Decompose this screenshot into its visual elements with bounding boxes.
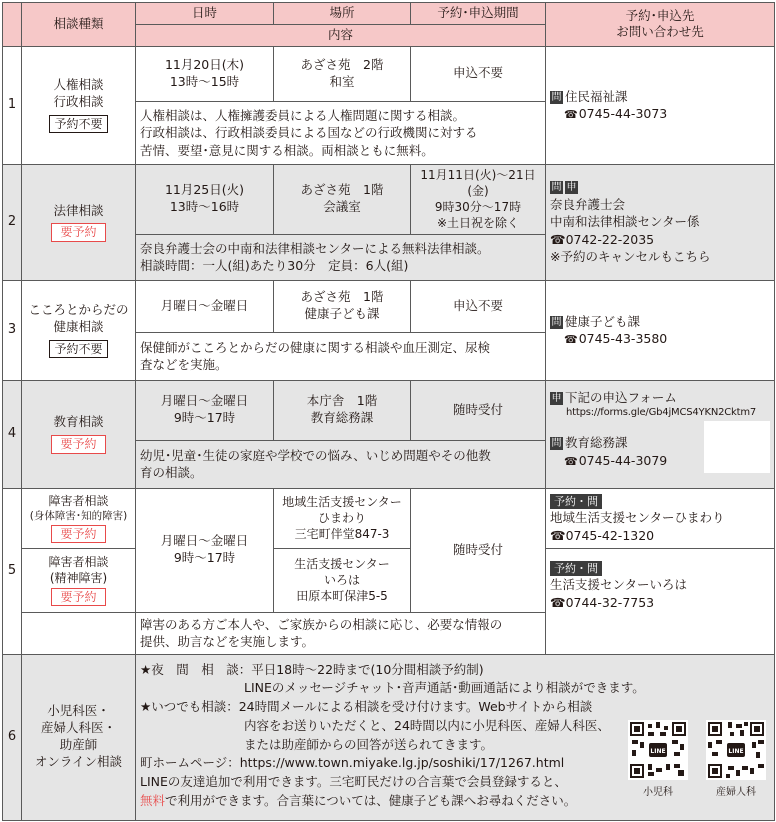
line-logo-text: LINE [650, 748, 666, 755]
row-number: 4 [3, 380, 22, 488]
obstetrics-qr-code-icon[interactable] [706, 720, 766, 780]
spacer [22, 612, 136, 654]
contact-label: 予約・問 [550, 561, 602, 576]
apply-icon: 申 [551, 392, 562, 404]
header-category: 相談種類 [22, 3, 136, 47]
place-cell: 本庁舎 1階 教育総務課 [274, 380, 411, 440]
header-datetime: 日時 [136, 3, 274, 25]
phone-icon: ☎ [550, 594, 566, 610]
status-badge: 要予約 [51, 588, 105, 606]
inquiry-icon: 問 [551, 438, 562, 449]
pediatrics-qr-code-icon[interactable] [628, 720, 688, 780]
homepage-link[interactable]: 町ホームページ：https://www.town.miyake.lg.jp/soshiki/17/1267.html [140, 755, 565, 771]
status-badge: 要予約 [51, 435, 105, 453]
contact-cell: 申 下記の申込フォーム https://forms.gle/Gb4jMCS4YKN2Cktm7 問 教育総務課 ☎0745-44-3079 [546, 380, 775, 488]
header-place: 場所 [274, 3, 411, 25]
content-cell: 幼児･児童･生徒の家庭や学校での悩み、いじめ問題やその他教 育の相談。 [136, 440, 546, 488]
period-cell: 11月11日(火)～21日(金) 9時30分～17時 ※土日祝を除く [411, 164, 546, 234]
header-blank [3, 3, 22, 47]
place-cell: あざさ苑 2階 和室 [274, 46, 411, 101]
contact-cell: 問 住民福祉課 ☎0745-44-3073 [546, 46, 775, 164]
place-cell: あざさ苑 1階 会議室 [274, 164, 411, 234]
inquiry-icon: 問 [551, 91, 562, 103]
header-period: 予約･申込期間 [411, 3, 546, 25]
status-badge: 要予約 [51, 223, 105, 241]
content-cell: 保健師がこころとからだの健康に関する相談や血圧測定、尿検 査などを実施。 [136, 332, 546, 380]
contact-cell: 予約・問 地域生活支援センターひまわり ☎0745-42-1320 [546, 488, 775, 548]
table-row [3, 164, 775, 234]
category-cell: 教育相談 要予約 [22, 380, 136, 488]
phone-icon: ☎ [564, 108, 578, 122]
datetime-cell: 月曜日～金曜日 9時～17時 [136, 488, 274, 612]
category-cell: こころとからだの 健康相談 予約不要 [22, 280, 136, 380]
apply-icon: 申 [566, 182, 577, 194]
consultation-table [2, 2, 775, 821]
inquiry-icon: 問 [551, 316, 562, 328]
place-cell: 生活支援センター いろは 田原本町保津5-5 [274, 548, 411, 612]
content-cell: 奈良弁護士会の中南和法律相談センターによる無料法律相談。 相談時間：一人(組)あたり30分 定員：6人(組) [136, 234, 546, 280]
contact-cell: 問 健康子ども課 ☎0745-43-3580 [546, 280, 775, 380]
phone-icon: ☎ [550, 231, 566, 247]
period-cell: 随時受付 [411, 380, 546, 440]
period-cell: 申込不要 [411, 280, 546, 332]
category-cell: 法律相談 要予約 [22, 164, 136, 280]
status-badge: 予約不要 [49, 115, 107, 133]
inquiry-icon: 問 [551, 182, 562, 194]
contact-label: 予約・問 [550, 494, 602, 509]
blank-area [704, 421, 770, 473]
category-cell: 障害者相談 (精神障害) 要予約 [22, 548, 136, 612]
form-link[interactable]: https://forms.gle/Gb4jMCS4YKN2Cktm7 [566, 407, 757, 418]
row-number: 3 [3, 280, 22, 380]
table-row [3, 380, 775, 440]
datetime-cell: 11月20日(木) 13時～15時 [136, 46, 274, 101]
online-consultation-content: ★夜 間 相 談：平日18時～22時まで(10分間相談予約制) LINEのメッセージチャット･音声通話･動画通話により相談ができます。 ★いつでも相談：24時間メールによる相談を受け付けます。Webサイトから相談 内容をお送りいただくと、24時間以内に小児科医、産婦人科医、 または助産師からの回答が送られてきます。 町ホームページ：https://www.town.miyake.lg.jp/soshiki/17/1267.html LINEの友達追加で利用できます。三宅町民だけの合言葉で会員登録すると、 無料で利用ができます。合言葉については、健康子ども課へお尋ねください。 [136, 654, 775, 820]
datetime-cell: 月曜日～金曜日 9時～17時 [136, 380, 274, 440]
qr-label-obstetrics: 産婦人科 [716, 787, 756, 798]
row-number: 1 [3, 46, 22, 164]
category-cell: 小児科医・ 産婦人科医・ 助産師 オンライン相談 [22, 654, 136, 820]
qr-label-pediatrics: 小児科 [643, 787, 673, 798]
status-badge: 要予約 [51, 525, 105, 543]
header-contact: 予約･申込先 お問い合わせ先 [546, 3, 775, 47]
row-number: 6 [3, 654, 22, 820]
free-highlight: 無料 [140, 792, 166, 808]
table-row [3, 46, 775, 101]
line-logo-text: LINE [728, 748, 744, 755]
content-cell: 障害のある方ご本人や、ご家族からの相談に応じ、必要な情報の 提供、助言などを実施します。 [136, 612, 546, 654]
place-cell: 地域生活支援センター ひまわり 三宅町伴堂847-3 [274, 488, 411, 548]
status-badge: 予約不要 [49, 340, 107, 358]
header-content: 内容 [136, 24, 546, 46]
content-cell: 人権相談は、人権擁護委員による人権問題に関する相談。 行政相談は、行政相談委員による国などの行政機関に対する 苦情、要望･意見に関する相談。両相談ともに無料。 [136, 101, 546, 164]
datetime-cell: 月曜日～金曜日 [136, 280, 274, 332]
table-row [3, 488, 775, 548]
phone-icon: ☎ [550, 527, 566, 543]
contact-cell: 予約・問 生活支援センターいろは ☎0744-32-7753 [546, 548, 775, 654]
row-number: 2 [3, 164, 22, 280]
row-number: 5 [3, 488, 22, 654]
category-cell: 人権相談 行政相談 予約不要 [22, 46, 136, 164]
period-cell: 申込不要 [411, 46, 546, 101]
phone-icon: ☎ [564, 333, 578, 346]
table-row [3, 280, 775, 332]
contact-cell: 問 申 奈良弁護士会 中南和法律相談センター係 ☎0742-22-2035 ※予約のキャンセルもこちら [546, 164, 775, 280]
phone-icon: ☎ [564, 454, 578, 468]
category-cell: 障害者相談 (身体障害･知的障害) 要予約 [22, 488, 136, 548]
period-cell: 随時受付 [411, 488, 546, 612]
place-cell: あざさ苑 1階 健康子ども課 [274, 280, 411, 332]
datetime-cell: 11月25日(火) 13時～16時 [136, 164, 274, 234]
